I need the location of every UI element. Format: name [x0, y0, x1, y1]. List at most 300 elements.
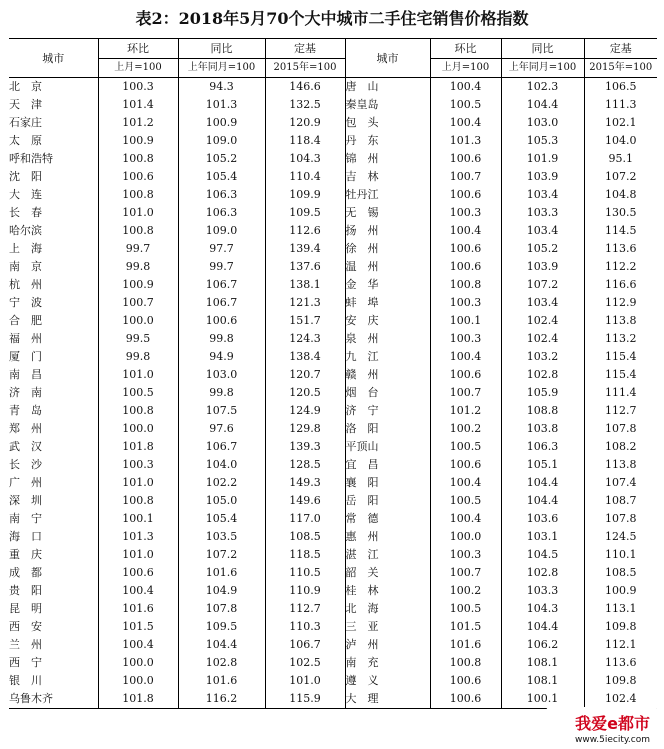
right-yoy-cell: 103.3 [501, 582, 584, 600]
left-city-cell: 郑 州 [9, 422, 42, 435]
left-mom-cell: 99.7 [98, 240, 178, 258]
right-yoy-cell: 104.4 [501, 618, 584, 636]
table-row [9, 258, 657, 276]
header-mom-right: 环比 [430, 39, 501, 59]
left-yoy-cell: 106.7 [178, 294, 265, 312]
right-mom-cell: 100.5 [430, 600, 501, 618]
right-mom-cell: 100.4 [430, 474, 501, 492]
left-yoy-cell: 106.7 [178, 438, 265, 456]
right-base-cell: 112.1 [584, 636, 657, 654]
right-city-cell: 锦 州 [345, 150, 430, 168]
left-mom-cell: 101.8 [98, 690, 178, 709]
right-yoy-cell: 102.4 [501, 330, 584, 348]
right-base-cell: 124.5 [584, 528, 657, 546]
left-city-cell: 宁 波 [9, 296, 42, 309]
right-yoy-cell: 104.3 [501, 600, 584, 618]
left-base-cell: 132.5 [265, 96, 345, 114]
right-mom-cell: 100.5 [430, 96, 501, 114]
right-mom-cell: 100.4 [430, 348, 501, 366]
left-city-cell: 长 春 [9, 206, 42, 219]
left-base-cell: 104.3 [265, 150, 345, 168]
left-mom-cell: 100.7 [98, 294, 178, 312]
left-base-cell: 139.3 [265, 438, 345, 456]
left-city-cell: 沈 阳 [9, 170, 42, 183]
left-mom-cell: 101.8 [98, 438, 178, 456]
right-city-cell: 遵 义 [345, 672, 430, 690]
right-yoy-cell: 106.2 [501, 636, 584, 654]
right-base-cell: 113.1 [584, 600, 657, 618]
right-mom-cell: 100.7 [430, 564, 501, 582]
right-base-cell: 102.4 [584, 690, 657, 709]
right-city-cell: 济 宁 [345, 402, 430, 420]
left-mom-cell: 101.6 [98, 600, 178, 618]
left-base-cell: 120.9 [265, 114, 345, 132]
right-yoy-cell: 101.9 [501, 150, 584, 168]
left-mom-cell: 100.8 [98, 186, 178, 204]
table-row [9, 474, 657, 492]
left-mom-cell: 100.5 [98, 384, 178, 402]
left-yoy-cell: 101.6 [178, 564, 265, 582]
right-yoy-cell: 103.2 [501, 348, 584, 366]
left-yoy-cell: 101.3 [178, 96, 265, 114]
left-mom-cell: 100.6 [98, 168, 178, 186]
right-base-cell: 112.2 [584, 258, 657, 276]
right-mom-cell: 101.6 [430, 636, 501, 654]
left-mom-cell: 100.8 [98, 150, 178, 168]
left-base-cell: 106.7 [265, 636, 345, 654]
right-base-cell: 108.2 [584, 438, 657, 456]
left-yoy-cell: 105.4 [178, 168, 265, 186]
right-base-cell: 104.0 [584, 132, 657, 150]
right-base-cell: 107.2 [584, 168, 657, 186]
right-city-cell: 包 头 [345, 114, 430, 132]
right-base-cell: 113.2 [584, 330, 657, 348]
table-row [9, 546, 657, 564]
right-mom-cell: 100.6 [430, 690, 501, 709]
left-yoy-cell: 106.3 [178, 204, 265, 222]
right-base-cell: 107.8 [584, 510, 657, 528]
right-yoy-cell: 104.4 [501, 96, 584, 114]
right-mom-cell: 100.3 [430, 330, 501, 348]
right-base-cell: 113.8 [584, 456, 657, 474]
left-city-cell: 杭 州 [9, 278, 42, 291]
left-base-cell: 124.9 [265, 402, 345, 420]
left-base-cell: 112.7 [265, 600, 345, 618]
table-row [9, 348, 657, 366]
left-mom-cell: 100.9 [98, 276, 178, 294]
table-row [9, 438, 657, 456]
left-base-cell: 118.4 [265, 132, 345, 150]
left-base-cell: 110.4 [265, 168, 345, 186]
left-base-cell: 112.6 [265, 222, 345, 240]
right-base-cell: 111.4 [584, 384, 657, 402]
table-row [9, 402, 657, 420]
left-base-cell: 139.4 [265, 240, 345, 258]
right-city-cell: 襄 阳 [345, 474, 430, 492]
right-city-cell: 赣 州 [345, 366, 430, 384]
left-city-cell: 西 宁 [9, 656, 42, 669]
left-yoy-cell: 109.0 [178, 132, 265, 150]
right-mom-cell: 100.6 [430, 366, 501, 384]
right-city-cell: 丹 东 [345, 132, 430, 150]
right-mom-cell: 100.5 [430, 438, 501, 456]
header-city-right: 城市 [345, 39, 430, 78]
left-city-cell: 武 汉 [9, 440, 42, 453]
table-row [9, 114, 657, 132]
table-row [9, 312, 657, 330]
right-base-cell: 130.5 [584, 204, 657, 222]
left-yoy-cell: 105.2 [178, 150, 265, 168]
right-mom-cell: 100.4 [430, 78, 501, 97]
right-yoy-cell: 103.1 [501, 528, 584, 546]
left-mom-cell: 100.6 [98, 564, 178, 582]
left-mom-cell: 100.0 [98, 654, 178, 672]
left-yoy-cell: 103.5 [178, 528, 265, 546]
header-base-left: 定基 [265, 39, 345, 59]
right-mom-cell: 100.7 [430, 168, 501, 186]
left-yoy-cell: 99.8 [178, 330, 265, 348]
right-base-cell: 112.7 [584, 402, 657, 420]
table-row [9, 582, 657, 600]
left-yoy-cell: 99.8 [178, 384, 265, 402]
left-city-cell: 大 连 [9, 188, 42, 201]
left-city-cell: 银 川 [9, 674, 42, 687]
table-row [9, 636, 657, 654]
left-mom-cell: 100.8 [98, 222, 178, 240]
right-yoy-cell: 103.4 [501, 186, 584, 204]
right-base-cell: 107.8 [584, 420, 657, 438]
left-base-cell: 120.7 [265, 366, 345, 384]
right-yoy-cell: 103.4 [501, 222, 584, 240]
right-yoy-cell: 103.6 [501, 510, 584, 528]
right-base-cell: 110.1 [584, 546, 657, 564]
table-row [9, 276, 657, 294]
table-row [9, 600, 657, 618]
left-yoy-cell: 109.0 [178, 222, 265, 240]
left-city-cell: 乌鲁木齐 [9, 690, 98, 709]
left-base-cell: 115.9 [265, 690, 345, 709]
right-mom-cell: 100.8 [430, 654, 501, 672]
right-base-cell: 115.4 [584, 348, 657, 366]
left-mom-cell: 101.3 [98, 528, 178, 546]
left-city-cell: 贵 阳 [9, 584, 42, 597]
right-yoy-cell: 108.8 [501, 402, 584, 420]
table-row [9, 690, 657, 709]
left-base-cell: 149.3 [265, 474, 345, 492]
left-yoy-cell: 103.0 [178, 366, 265, 384]
left-base-cell: 117.0 [265, 510, 345, 528]
right-base-cell: 109.8 [584, 618, 657, 636]
right-yoy-cell: 103.4 [501, 294, 584, 312]
left-mom-cell: 100.3 [98, 456, 178, 474]
table-row [9, 294, 657, 312]
left-base-cell: 109.9 [265, 186, 345, 204]
left-mom-cell: 100.0 [98, 672, 178, 690]
right-yoy-cell: 108.1 [501, 654, 584, 672]
left-city-cell: 广 州 [9, 476, 42, 489]
right-yoy-cell: 104.4 [501, 492, 584, 510]
table-row [9, 204, 657, 222]
left-base-cell: 138.1 [265, 276, 345, 294]
left-base-cell: 146.6 [265, 78, 345, 97]
left-city-cell: 上 海 [9, 242, 42, 255]
right-city-cell: 金 华 [345, 276, 430, 294]
right-mom-cell: 101.5 [430, 618, 501, 636]
left-city-cell: 厦 门 [9, 350, 42, 363]
right-city-cell: 泸 州 [345, 636, 430, 654]
right-base-cell: 95.1 [584, 150, 657, 168]
right-city-cell: 蚌 埠 [345, 294, 430, 312]
right-mom-cell: 101.2 [430, 402, 501, 420]
price-index-table [9, 38, 657, 709]
right-yoy-cell: 106.3 [501, 438, 584, 456]
left-yoy-cell: 105.4 [178, 510, 265, 528]
right-base-cell: 114.5 [584, 222, 657, 240]
left-mom-cell: 100.8 [98, 492, 178, 510]
left-yoy-cell: 102.2 [178, 474, 265, 492]
right-city-cell: 九 江 [345, 348, 430, 366]
right-city-cell: 吉 林 [345, 168, 430, 186]
right-yoy-cell: 108.1 [501, 672, 584, 690]
right-mom-cell: 100.6 [430, 150, 501, 168]
right-mom-cell: 100.0 [430, 528, 501, 546]
watermark-logo: 我爱e都市 [575, 714, 650, 733]
right-city-cell: 北 海 [345, 600, 430, 618]
header-row-1 [9, 39, 657, 59]
left-city-cell: 呼和浩特 [9, 152, 53, 165]
table-row [9, 672, 657, 690]
right-yoy-cell: 104.4 [501, 474, 584, 492]
right-city-cell: 宜 昌 [345, 456, 430, 474]
right-city-cell: 平顶山 [345, 438, 430, 456]
table-row [9, 186, 657, 204]
left-yoy-cell: 106.7 [178, 276, 265, 294]
left-city-cell: 哈尔滨 [9, 224, 42, 237]
right-base-cell: 112.9 [584, 294, 657, 312]
table-row [9, 96, 657, 114]
left-mom-cell: 100.3 [98, 78, 178, 97]
watermark-url: www.5iecity.com [575, 735, 650, 745]
left-city-cell: 太 原 [9, 134, 42, 147]
right-base-cell: 113.6 [584, 240, 657, 258]
right-yoy-cell: 103.3 [501, 204, 584, 222]
left-mom-cell: 101.2 [98, 114, 178, 132]
right-mom-cell: 100.7 [430, 384, 501, 402]
left-yoy-cell: 109.5 [178, 618, 265, 636]
left-mom-cell: 101.0 [98, 546, 178, 564]
right-yoy-cell: 102.3 [501, 78, 584, 97]
left-city-cell: 西 安 [9, 620, 42, 633]
left-city-cell: 南 京 [9, 260, 42, 273]
table-row [9, 456, 657, 474]
right-mom-cell: 100.4 [430, 114, 501, 132]
left-city-cell: 合 肥 [9, 314, 42, 327]
left-city-cell: 重 庆 [9, 548, 42, 561]
left-yoy-cell: 97.6 [178, 420, 265, 438]
right-city-cell: 温 州 [345, 258, 430, 276]
left-city-cell: 济 南 [9, 386, 42, 399]
left-base-cell: 102.5 [265, 654, 345, 672]
right-base-cell: 116.6 [584, 276, 657, 294]
left-city-cell: 兰 州 [9, 638, 42, 651]
right-yoy-cell: 103.9 [501, 168, 584, 186]
table-row [9, 78, 657, 97]
table-row [9, 384, 657, 402]
right-yoy-cell: 105.9 [501, 384, 584, 402]
right-city-cell: 扬 州 [345, 222, 430, 240]
right-mom-cell: 100.6 [430, 240, 501, 258]
header-mom-left: 环比 [98, 39, 178, 59]
right-yoy-cell: 105.2 [501, 240, 584, 258]
left-city-cell: 昆 明 [9, 602, 42, 615]
left-base-cell: 138.4 [265, 348, 345, 366]
left-base-cell: 137.6 [265, 258, 345, 276]
left-city-cell: 北 京 [9, 80, 42, 93]
right-city-cell: 泉 州 [345, 330, 430, 348]
header-yoy-left: 同比 [178, 39, 265, 59]
left-base-cell: 129.8 [265, 420, 345, 438]
left-yoy-cell: 97.7 [178, 240, 265, 258]
left-mom-cell: 101.5 [98, 618, 178, 636]
table-row [9, 618, 657, 636]
right-yoy-cell: 102.8 [501, 366, 584, 384]
left-base-cell: 120.5 [265, 384, 345, 402]
left-mom-cell: 100.8 [98, 402, 178, 420]
left-city-cell: 海 口 [9, 530, 42, 543]
right-mom-cell: 100.6 [430, 456, 501, 474]
right-mom-cell: 100.8 [430, 276, 501, 294]
header-row-2 [9, 59, 657, 78]
left-yoy-cell: 100.6 [178, 312, 265, 330]
right-yoy-cell: 102.4 [501, 312, 584, 330]
table-row [9, 240, 657, 258]
right-base-cell: 111.3 [584, 96, 657, 114]
table-row [9, 510, 657, 528]
right-city-cell: 无 锡 [345, 204, 430, 222]
left-base-cell: 121.3 [265, 294, 345, 312]
right-city-cell: 惠 州 [345, 528, 430, 546]
right-base-cell: 107.4 [584, 474, 657, 492]
right-yoy-cell: 100.1 [501, 690, 584, 709]
left-base-cell: 110.9 [265, 582, 345, 600]
left-base-cell: 128.5 [265, 456, 345, 474]
left-city-cell: 长 沙 [9, 458, 42, 471]
left-city-cell: 南 宁 [9, 512, 42, 525]
table-row [9, 420, 657, 438]
left-base-cell: 151.7 [265, 312, 345, 330]
left-mom-cell: 99.8 [98, 348, 178, 366]
right-city-cell: 牡丹江 [345, 186, 430, 204]
header-mom-sub-left: 上月=100 [98, 59, 178, 78]
left-yoy-cell: 104.9 [178, 582, 265, 600]
left-base-cell: 149.6 [265, 492, 345, 510]
left-yoy-cell: 99.7 [178, 258, 265, 276]
left-base-cell: 110.5 [265, 564, 345, 582]
right-base-cell: 108.7 [584, 492, 657, 510]
right-yoy-cell: 104.5 [501, 546, 584, 564]
right-base-cell: 109.8 [584, 672, 657, 690]
right-city-cell: 南 充 [345, 654, 430, 672]
right-base-cell: 108.5 [584, 564, 657, 582]
header-base-right: 定基 [584, 39, 657, 59]
left-mom-cell: 101.0 [98, 366, 178, 384]
right-mom-cell: 100.5 [430, 492, 501, 510]
right-yoy-cell: 105.3 [501, 132, 584, 150]
left-yoy-cell: 101.6 [178, 672, 265, 690]
right-city-cell: 唐 山 [345, 78, 430, 97]
left-city-cell: 石家庄 [9, 116, 42, 129]
right-city-cell: 桂 林 [345, 582, 430, 600]
right-mom-cell: 100.6 [430, 186, 501, 204]
right-city-cell: 岳 阳 [345, 492, 430, 510]
header-yoy-sub-right: 上年同月=100 [501, 59, 584, 78]
right-base-cell: 102.1 [584, 114, 657, 132]
right-yoy-cell: 105.1 [501, 456, 584, 474]
right-city-cell: 三 亚 [345, 618, 430, 636]
right-city-cell: 洛 阳 [345, 420, 430, 438]
right-base-cell: 100.9 [584, 582, 657, 600]
right-mom-cell: 100.3 [430, 546, 501, 564]
right-mom-cell: 100.2 [430, 420, 501, 438]
right-base-cell: 115.4 [584, 366, 657, 384]
right-yoy-cell: 107.2 [501, 276, 584, 294]
left-mom-cell: 100.4 [98, 636, 178, 654]
right-mom-cell: 100.2 [430, 582, 501, 600]
left-yoy-cell: 104.4 [178, 636, 265, 654]
right-base-cell: 113.6 [584, 654, 657, 672]
table-title: 表2：2018年5月70个大中城市二手住宅销售价格指数 [135, 9, 529, 28]
left-city-cell: 南 昌 [9, 368, 42, 381]
right-mom-cell: 100.6 [430, 258, 501, 276]
left-yoy-cell: 116.2 [178, 690, 265, 709]
right-city-cell: 徐 州 [345, 240, 430, 258]
left-yoy-cell: 94.9 [178, 348, 265, 366]
left-yoy-cell: 100.9 [178, 114, 265, 132]
left-base-cell: 101.0 [265, 672, 345, 690]
right-base-cell: 104.8 [584, 186, 657, 204]
table-row [9, 330, 657, 348]
left-mom-cell: 101.0 [98, 204, 178, 222]
table-row [9, 528, 657, 546]
right-yoy-cell: 103.8 [501, 420, 584, 438]
right-mom-cell: 101.3 [430, 132, 501, 150]
left-base-cell: 118.5 [265, 546, 345, 564]
left-base-cell: 124.3 [265, 330, 345, 348]
right-city-cell: 湛 江 [345, 546, 430, 564]
right-mom-cell: 100.4 [430, 222, 501, 240]
left-city-cell: 福 州 [9, 332, 42, 345]
header-base-sub-right: 2015年=100 [584, 59, 657, 78]
left-city-cell: 深 圳 [9, 494, 42, 507]
table-row [9, 150, 657, 168]
left-mom-cell: 100.1 [98, 510, 178, 528]
header-yoy-sub-left: 上年同月=100 [178, 59, 265, 78]
header-base-sub-left: 2015年=100 [265, 59, 345, 78]
right-mom-cell: 100.3 [430, 294, 501, 312]
table-row [9, 222, 657, 240]
right-base-cell: 106.5 [584, 78, 657, 97]
table-row [9, 564, 657, 582]
left-yoy-cell: 102.8 [178, 654, 265, 672]
left-mom-cell: 100.0 [98, 312, 178, 330]
right-city-cell: 烟 台 [345, 384, 430, 402]
left-yoy-cell: 105.0 [178, 492, 265, 510]
right-mom-cell: 100.4 [430, 510, 501, 528]
table-row [9, 654, 657, 672]
left-mom-cell: 100.4 [98, 582, 178, 600]
header-city-left: 城市 [9, 39, 98, 78]
left-mom-cell: 99.5 [98, 330, 178, 348]
